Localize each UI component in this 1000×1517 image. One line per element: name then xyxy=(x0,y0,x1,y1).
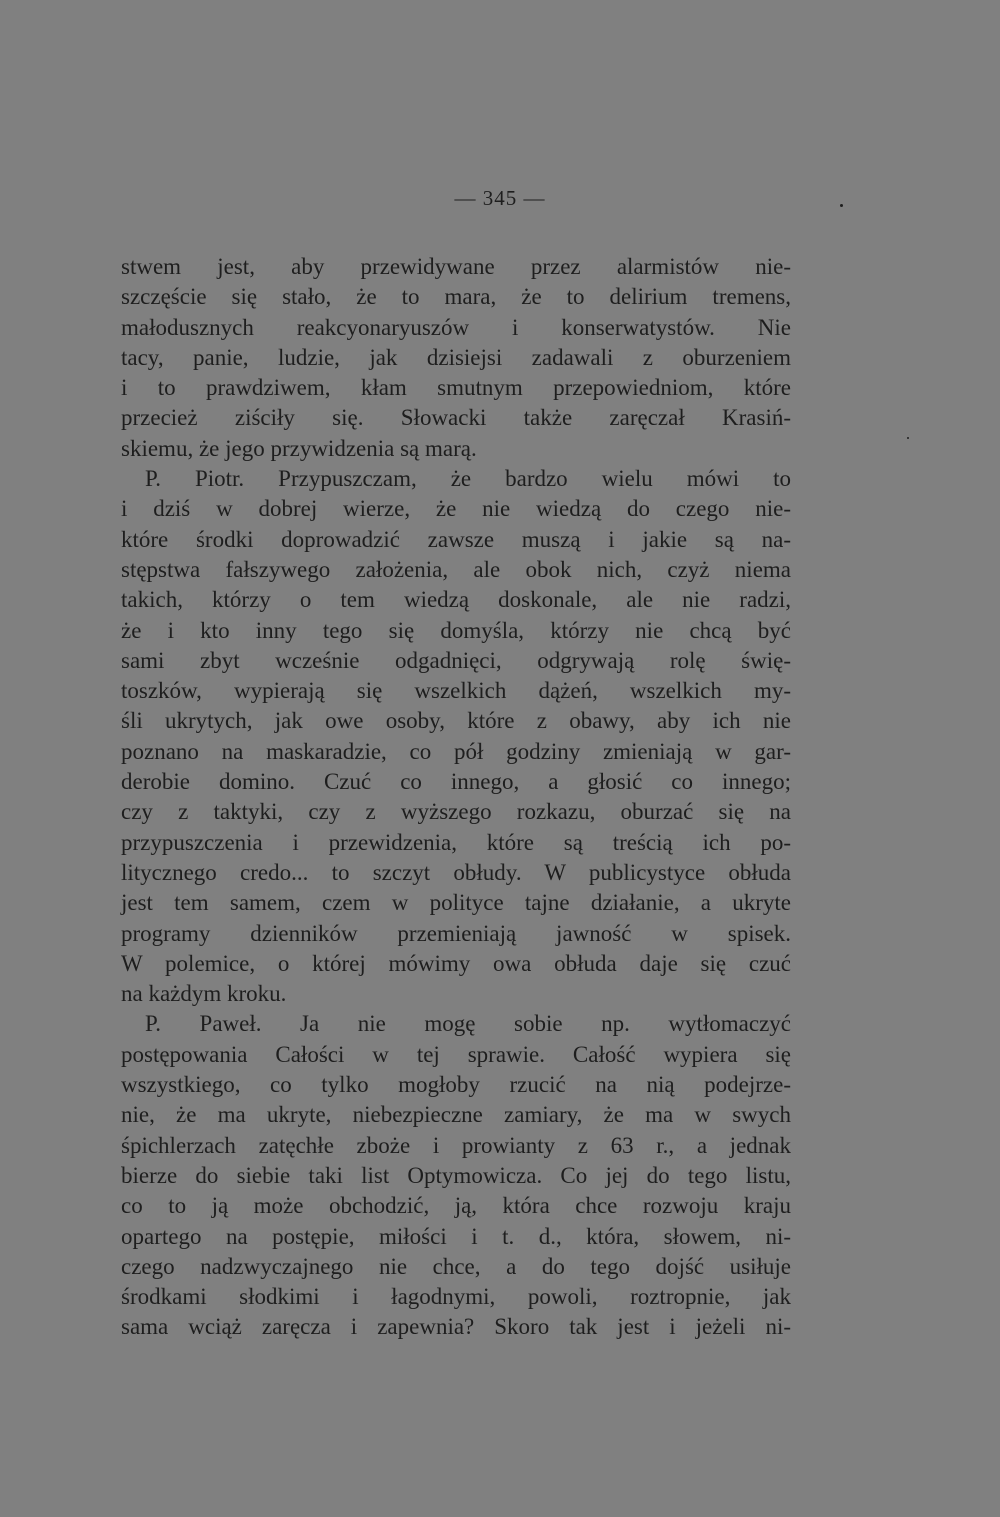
text-line: programy dzienników przemieniają jawność w spisek. xyxy=(121,920,791,946)
text-line: opartego na postępie, miłości i t. d., która, słowem, ni- xyxy=(121,1223,791,1249)
text-line: że i kto inny tego się domyśla, którzy nie chcą być xyxy=(121,617,791,643)
text-line: szczęście się stało, że to mara, że to delirium tremens, xyxy=(121,284,791,310)
text-line: środkami słodkimi i łagodnymi, powoli, roztropnie, jak xyxy=(121,1284,791,1310)
text-line: litycznego credo... to szczyt obłudy. W publicystyce obłuda xyxy=(121,859,791,885)
print-speck xyxy=(907,437,909,439)
text-line: które środki doprowadzić zawsze muszą i jakie są na- xyxy=(121,526,791,552)
text-line: na każdym kroku. xyxy=(121,981,287,1007)
text-line: i to prawdziwem, kłam smutnym przepowiedniom, które xyxy=(121,375,791,401)
text-line: P. Paweł. Ja nie mogę sobie np. wytłomaczyć xyxy=(145,1011,791,1037)
text-line: czego nadzwyczajnego nie chce, a do tego dojść usiłuje xyxy=(121,1253,791,1279)
text-line: stępstwa fałszywego założenia, ale obok nich, czyż niema xyxy=(121,556,791,582)
text-line: śpichlerzach zatęchłe zboże i prowianty z 63 r., a jednak xyxy=(121,1132,791,1158)
text-line: poznano na maskaradzie, co pół godziny zmieniają w gar- xyxy=(121,738,791,764)
text-line: derobie domino. Czuć co innego, a głosić co innego; xyxy=(121,769,791,795)
text-line: jest tem samem, czem w polityce tajne działanie, a ukryte xyxy=(121,890,791,916)
text-line: małodusznych reakcyonaryuszów i konserwatystów. Nie xyxy=(121,314,791,340)
body-text xyxy=(121,252,791,1343)
text-line: wszystkiego, co tylko mogłoby rzucić na nią podejrze- xyxy=(121,1072,791,1098)
text-line: P. Piotr. Przypuszczam, że bardzo wielu mówi to xyxy=(145,466,791,492)
text-line: W polemice, o której mówimy owa obłuda daje się czuć xyxy=(121,950,791,976)
text-line: postępowania Całości w tej sprawie. Całość wypiera się xyxy=(121,1041,791,1067)
text-line: sami zbyt wcześnie odgadnięci, odgrywają rolę świę- xyxy=(121,647,791,673)
text-line: toszków, wypierają się wszelkich dążeń, wszelkich my- xyxy=(121,678,791,704)
text-line: sama wciąż zaręcza i zapewnia? Skoro tak jest i jeżeli ni- xyxy=(121,1314,791,1340)
text-line: czy z taktyki, czy z wyższego rozkazu, oburzać się na xyxy=(121,799,791,825)
text-line: tacy, panie, ludzie, jak dzisiejsi zadawali z oburzeniem xyxy=(121,344,791,370)
text-line: stwem jest, aby przewidywane przez alarmistów nie- xyxy=(121,254,791,279)
text-line: nie, że ma ukryte, niebezpieczne zamiary, że ma w swych xyxy=(121,1102,791,1128)
text-line: przecież ziściły się. Słowacki także zaręczał Krasiń- xyxy=(121,405,791,431)
text-line: przypuszczenia i przewidzenia, które są treścią ich po- xyxy=(121,829,791,855)
text-line: i dziś w dobrej wierze, że nie wiedzą do czego nie- xyxy=(121,496,791,522)
text-line: takich, którzy o tem wiedzą doskonale, ale nie radzi, xyxy=(121,587,791,613)
text-line: bierze do siebie taki list Optymowicza. Co jej do tego listu, xyxy=(121,1162,791,1188)
text-line: skiemu, że jego przywidzenia są marą. xyxy=(121,435,477,461)
page-number: — 345 — xyxy=(454,186,546,210)
text-line: co to ją może obchodzić, ją, która chce rozwoju kraju xyxy=(121,1193,791,1219)
text-line: śli ukrytych, jak owe osoby, które z obawy, aby ich nie xyxy=(121,708,791,734)
print-speck xyxy=(840,204,843,207)
